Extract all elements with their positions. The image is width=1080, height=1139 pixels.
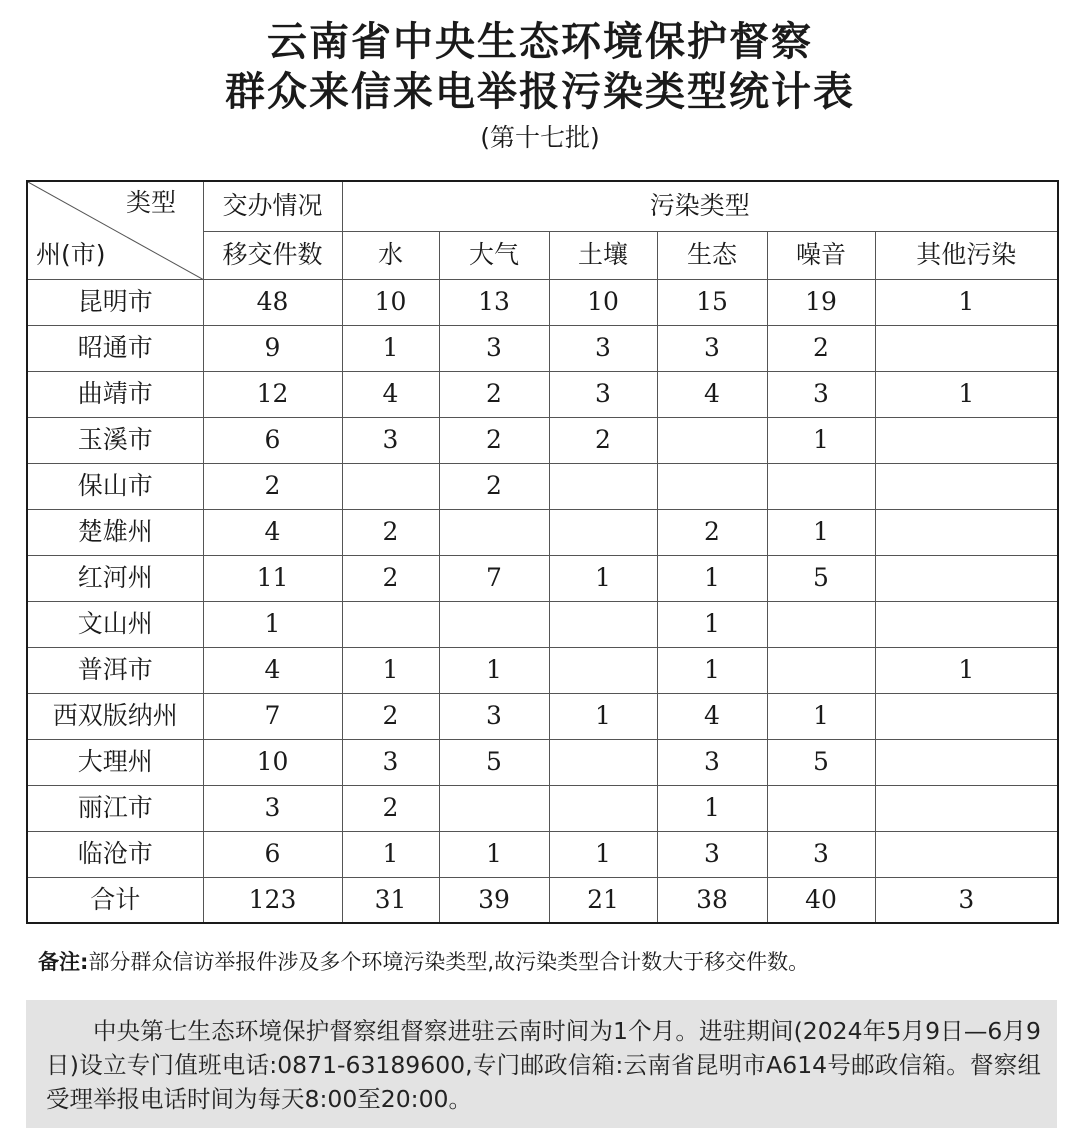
value-cell	[657, 417, 767, 463]
value-cell: 6	[203, 831, 342, 877]
header-col-noise: 噪音	[767, 231, 875, 279]
value-cell: 1	[549, 831, 657, 877]
header-col-water: 水	[342, 231, 439, 279]
city-cell: 红河州	[27, 555, 203, 601]
value-cell: 3	[767, 371, 875, 417]
value-cell	[549, 785, 657, 831]
value-cell: 40	[767, 877, 875, 923]
value-cell	[875, 831, 1058, 877]
value-cell: 12	[203, 371, 342, 417]
diag-type-label: 类型	[126, 188, 177, 217]
value-cell: 6	[203, 417, 342, 463]
value-cell	[767, 463, 875, 509]
city-cell: 西双版纳州	[27, 693, 203, 739]
value-cell: 10	[342, 279, 439, 325]
value-cell: 1	[342, 831, 439, 877]
header-pollution-types: 污染类型	[342, 181, 1058, 231]
value-cell: 2	[342, 555, 439, 601]
value-cell: 9	[203, 325, 342, 371]
value-cell: 7	[203, 693, 342, 739]
value-cell: 1	[875, 279, 1058, 325]
value-cell: 31	[342, 877, 439, 923]
table-row	[27, 509, 1058, 555]
value-cell	[875, 555, 1058, 601]
value-cell: 1	[767, 417, 875, 463]
batch-subtitle: (第十七批)	[480, 123, 600, 152]
remark-label: 备注:	[38, 950, 89, 974]
table-row	[27, 555, 1058, 601]
table-row	[27, 463, 1058, 509]
city-cell: 普洱市	[27, 647, 203, 693]
value-cell	[875, 601, 1058, 647]
value-cell: 3	[657, 325, 767, 371]
value-cell	[875, 693, 1058, 739]
value-cell: 1	[549, 555, 657, 601]
header-col-ecology: 生态	[657, 231, 767, 279]
city-cell: 大理州	[27, 739, 203, 785]
table-row	[27, 417, 1058, 463]
value-cell: 3	[549, 371, 657, 417]
value-cell: 1	[657, 647, 767, 693]
value-cell: 5	[767, 739, 875, 785]
value-cell: 39	[439, 877, 549, 923]
value-cell	[549, 509, 657, 555]
city-cell: 玉溪市	[27, 417, 203, 463]
value-cell: 2	[203, 463, 342, 509]
value-cell	[875, 463, 1058, 509]
value-cell: 3	[549, 325, 657, 371]
value-cell: 10	[549, 279, 657, 325]
value-cell: 19	[767, 279, 875, 325]
value-cell: 2	[767, 325, 875, 371]
header-col-other: 其他污染	[875, 231, 1058, 279]
value-cell: 4	[203, 509, 342, 555]
value-cell	[549, 647, 657, 693]
value-cell: 3	[439, 693, 549, 739]
value-cell: 1	[875, 647, 1058, 693]
value-cell: 21	[549, 877, 657, 923]
value-cell: 13	[439, 279, 549, 325]
header-jiaoban: 交办情况	[203, 181, 342, 231]
city-cell: 保山市	[27, 463, 203, 509]
value-cell: 1	[657, 601, 767, 647]
info-box	[26, 1000, 1057, 1128]
value-cell: 3	[657, 739, 767, 785]
value-cell: 5	[767, 555, 875, 601]
table-row	[27, 877, 1058, 923]
city-cell: 文山州	[27, 601, 203, 647]
city-cell: 昆明市	[27, 279, 203, 325]
value-cell: 38	[657, 877, 767, 923]
table-row	[27, 739, 1058, 785]
value-cell: 1	[767, 693, 875, 739]
value-cell	[549, 601, 657, 647]
value-cell: 1	[439, 647, 549, 693]
value-cell: 1	[342, 325, 439, 371]
value-cell: 10	[203, 739, 342, 785]
table-row	[27, 693, 1058, 739]
table-row	[27, 325, 1058, 371]
value-cell: 2	[439, 417, 549, 463]
value-cell	[549, 463, 657, 509]
table-row	[27, 647, 1058, 693]
table-row	[27, 785, 1058, 831]
value-cell	[875, 509, 1058, 555]
city-cell: 昭通市	[27, 325, 203, 371]
value-cell: 2	[549, 417, 657, 463]
value-cell: 3	[875, 877, 1058, 923]
value-cell: 1	[203, 601, 342, 647]
value-cell	[439, 785, 549, 831]
pollution-statistics-table	[26, 180, 1059, 924]
value-cell: 4	[342, 371, 439, 417]
header-col-soil: 土壤	[549, 231, 657, 279]
value-cell: 2	[439, 371, 549, 417]
value-cell	[875, 739, 1058, 785]
value-cell: 1	[549, 693, 657, 739]
value-cell	[342, 463, 439, 509]
value-cell	[439, 601, 549, 647]
value-cell: 4	[657, 371, 767, 417]
value-cell: 1	[657, 555, 767, 601]
value-cell: 3	[767, 831, 875, 877]
value-cell: 1	[767, 509, 875, 555]
value-cell	[439, 509, 549, 555]
city-cell: 合计	[27, 877, 203, 923]
value-cell: 48	[203, 279, 342, 325]
value-cell: 7	[439, 555, 549, 601]
value-cell: 2	[439, 463, 549, 509]
value-cell	[875, 785, 1058, 831]
header-col-air: 大气	[439, 231, 549, 279]
remark-text: 部分群众信访举报件涉及多个环境污染类型,故污染类型合计数大于移交件数。	[88, 950, 810, 974]
value-cell: 1	[439, 831, 549, 877]
value-cell: 3	[203, 785, 342, 831]
city-cell: 临沧市	[27, 831, 203, 877]
title-line-2: 群众来信来电举报污染类型统计表	[225, 69, 855, 115]
value-cell	[342, 601, 439, 647]
value-cell: 123	[203, 877, 342, 923]
value-cell: 2	[657, 509, 767, 555]
header-yijiao: 移交件数	[203, 231, 342, 279]
remark	[38, 946, 1068, 978]
value-cell: 11	[203, 555, 342, 601]
city-cell: 楚雄州	[27, 509, 203, 555]
title-line-1: 云南省中央生态环境保护督察	[267, 19, 813, 65]
value-cell: 3	[657, 831, 767, 877]
value-cell: 3	[342, 739, 439, 785]
info-text: 中央第七生态环境保护督察组督察进驻云南时间为1个月。进驻期间(2024年5月9日—6月9日)设立专门值班电话:0871-63189600,专门邮政信箱:云南省昆明市A614号邮政信箱。督察组受理举报电话时间为每天8:00至20:00。	[46, 1017, 1041, 1113]
value-cell: 2	[342, 693, 439, 739]
value-cell: 15	[657, 279, 767, 325]
city-cell: 曲靖市	[27, 371, 203, 417]
value-cell	[657, 463, 767, 509]
diagonal-header-cell	[27, 181, 203, 279]
city-cell: 丽江市	[27, 785, 203, 831]
value-cell: 3	[439, 325, 549, 371]
value-cell: 5	[439, 739, 549, 785]
table-row	[27, 279, 1058, 325]
value-cell: 1	[657, 785, 767, 831]
table-row	[27, 831, 1058, 877]
value-cell	[875, 325, 1058, 371]
value-cell	[767, 647, 875, 693]
value-cell: 1	[342, 647, 439, 693]
table-row	[27, 601, 1058, 647]
diag-city-label: 州(市)	[36, 240, 106, 269]
value-cell: 4	[203, 647, 342, 693]
value-cell: 2	[342, 785, 439, 831]
table-row	[27, 371, 1058, 417]
value-cell	[767, 785, 875, 831]
value-cell: 4	[657, 693, 767, 739]
value-cell	[767, 601, 875, 647]
value-cell: 3	[342, 417, 439, 463]
value-cell: 2	[342, 509, 439, 555]
value-cell	[549, 739, 657, 785]
value-cell	[875, 417, 1058, 463]
value-cell: 1	[875, 371, 1058, 417]
header-row-1	[27, 181, 1058, 231]
